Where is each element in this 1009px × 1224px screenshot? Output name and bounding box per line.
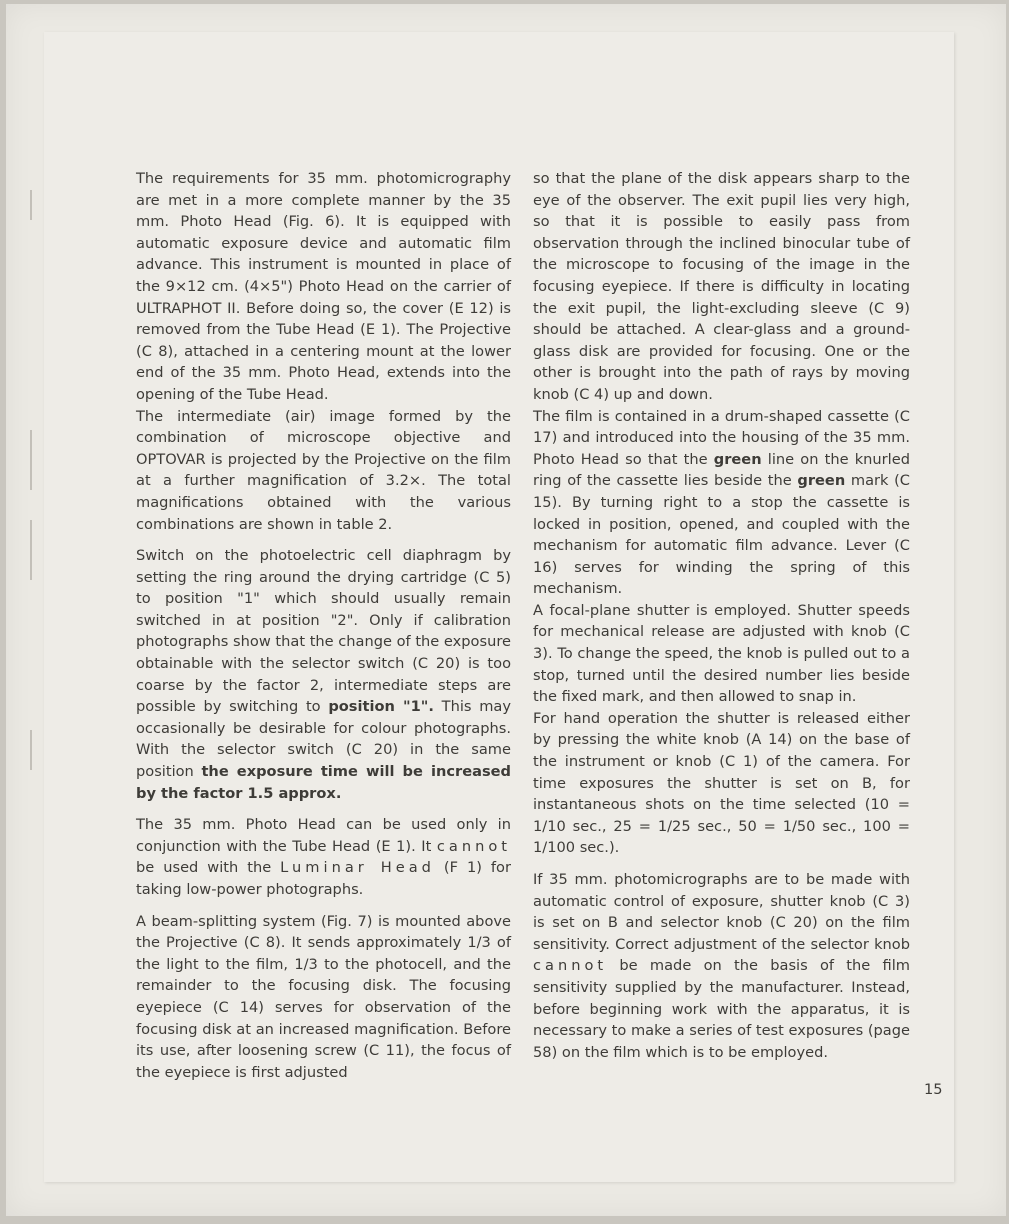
paragraph	[533, 406, 910, 600]
paragraph: The intermediate (air) image formed by the combination of microscope objective and OPTOVAR is projected by the Projective on the film at a further magnification of 3.2×. The total magnifications obtained with the various combinations are shown in table 2.	[136, 407, 511, 533]
paragraph: so that the plane of the disk appears sharp to the eye of the observer. The exit pupil lies very high, so that it is possible to easily pass from observation through the inclined binocular tube of the microscope to focusing of the image in the focusing eyepiece. If there is difficulty in locating the exit pupil, the light-excluding sleeve (C 9) should be attached. A clear-glass and a ground-glass disk are provided for focusing. One or the other is brought into the path of rays by moving knob (C 4) up and down.	[533, 170, 910, 403]
text-run: The film is contained in a drum-shaped cassette (C 17) and introduced into the housing of the 35 mm. Photo Head so that the	[533, 407, 910, 468]
paragraph	[136, 545, 511, 804]
text-run: be made on the basis of the film sensitivity supplied by the manufacturer. Instead, before beginning work with the apparatus, it is necessary to make a series of test exposures (page 58) on the film which is to be employed.	[533, 957, 910, 1061]
text-run: Switch on the photoelectric cell diaphragm by setting the ring around the drying cartridge (C 5) to position "1" which should usually remain switched in at position "2". Only if calibration photographs show that the change of the exposure obtainable with the selector switch (C 20) is too coarse by the factor 2, intermediate steps are possible by switching to	[136, 547, 511, 716]
bold-text: green	[713, 450, 762, 468]
paragraph: For hand operation the shutter is released either by pressing the white knob (A 14) on the base of the instrument or knob (C 1) of the camera. For time exposures the shutter is set on B, for instantaneous shots on the time selected (10 = 1/10 sec., 25 = 1/25 sec., 50 = 1/50 sec., 100 = 1/100 sec.).	[533, 709, 910, 857]
page-number: 15	[924, 1081, 943, 1098]
right-column	[533, 168, 910, 1063]
bold-text: green	[797, 472, 846, 490]
spaced-text: cannot	[436, 837, 511, 855]
paragraph	[136, 814, 511, 900]
paragraph: A focal-plane shutter is employed. Shutter speeds for mechanical release are adjusted with knob (C 3). To change the speed, the knob is pulled out to a stop, turned until the desired number lies beside the fixed mark, and then allowed to snap in.	[533, 601, 910, 706]
binding-mark	[30, 520, 32, 580]
binding-mark	[30, 730, 32, 770]
bold-text: the exposure time will be increased by the factor 1.5 approx.	[136, 763, 511, 802]
text-run: (F 1) for taking low-power photographs.	[136, 859, 511, 898]
text-run: This may occasionally be desirable for colour photographs. With the selector switch (C 20) in the same position	[136, 698, 512, 781]
spaced-text: cannot	[533, 957, 608, 975]
spaced-text: Luminar Head	[280, 859, 435, 877]
text-run: line on the knurled ring of the cassette lies beside the	[533, 450, 910, 490]
text-run: The 35 mm. Photo Head can be used only in conjunction with the Tube Head (E 1). It	[136, 816, 511, 855]
text-run: mark (C 15). By turning right to a stop the cassette is locked in position, opened, and coupled with the mechanism for automatic film advance. Lever (C 16) serves for winding the spring of this mechanism.	[533, 472, 910, 598]
text-run: If 35 mm. photomicrographs are to be made with automatic control of exposure, shutter knob (C 3) is set on B and selector knob (C 20) on the film sensitivity. Correct adjustment of the selector knob	[533, 871, 910, 953]
binding-mark	[30, 190, 32, 220]
left-column	[136, 168, 511, 1083]
binding-mark	[30, 430, 32, 490]
paragraph: The requirements for 35 mm. photomicrography are met in a more complete manner by the 35 mm. Photo Head (Fig. 6). It is equipped with automatic exposure device and automatic film advance. This instrument is mounted in place of the 9×12 cm. (4×5") Photo Head on the carrier of ULTRAPHOT II. Before doing so, the cover (E 12) is removed from the Tube Head (E 1). The Projective (C 8), attached in a centering mount at the lower end of the 35 mm. Photo Head, extends into the opening of the Tube Head.	[136, 170, 511, 403]
bold-text: position "1".	[328, 698, 434, 716]
paragraph: A beam-splitting system (Fig. 7) is mounted above the Projective (C 8). It sends approximately 1/3 of the light to the film, 1/3 to the photocell, and the remainder to the focusing disk. The focusing eyepiece (C 14) serves for observation of the focusing disk at an increased magnification. Before its use, after loosening screw (C 11), the focus of the eyepiece is first adjusted	[136, 912, 511, 1081]
paragraph	[533, 869, 910, 1063]
text-run: be used with the	[136, 859, 281, 877]
